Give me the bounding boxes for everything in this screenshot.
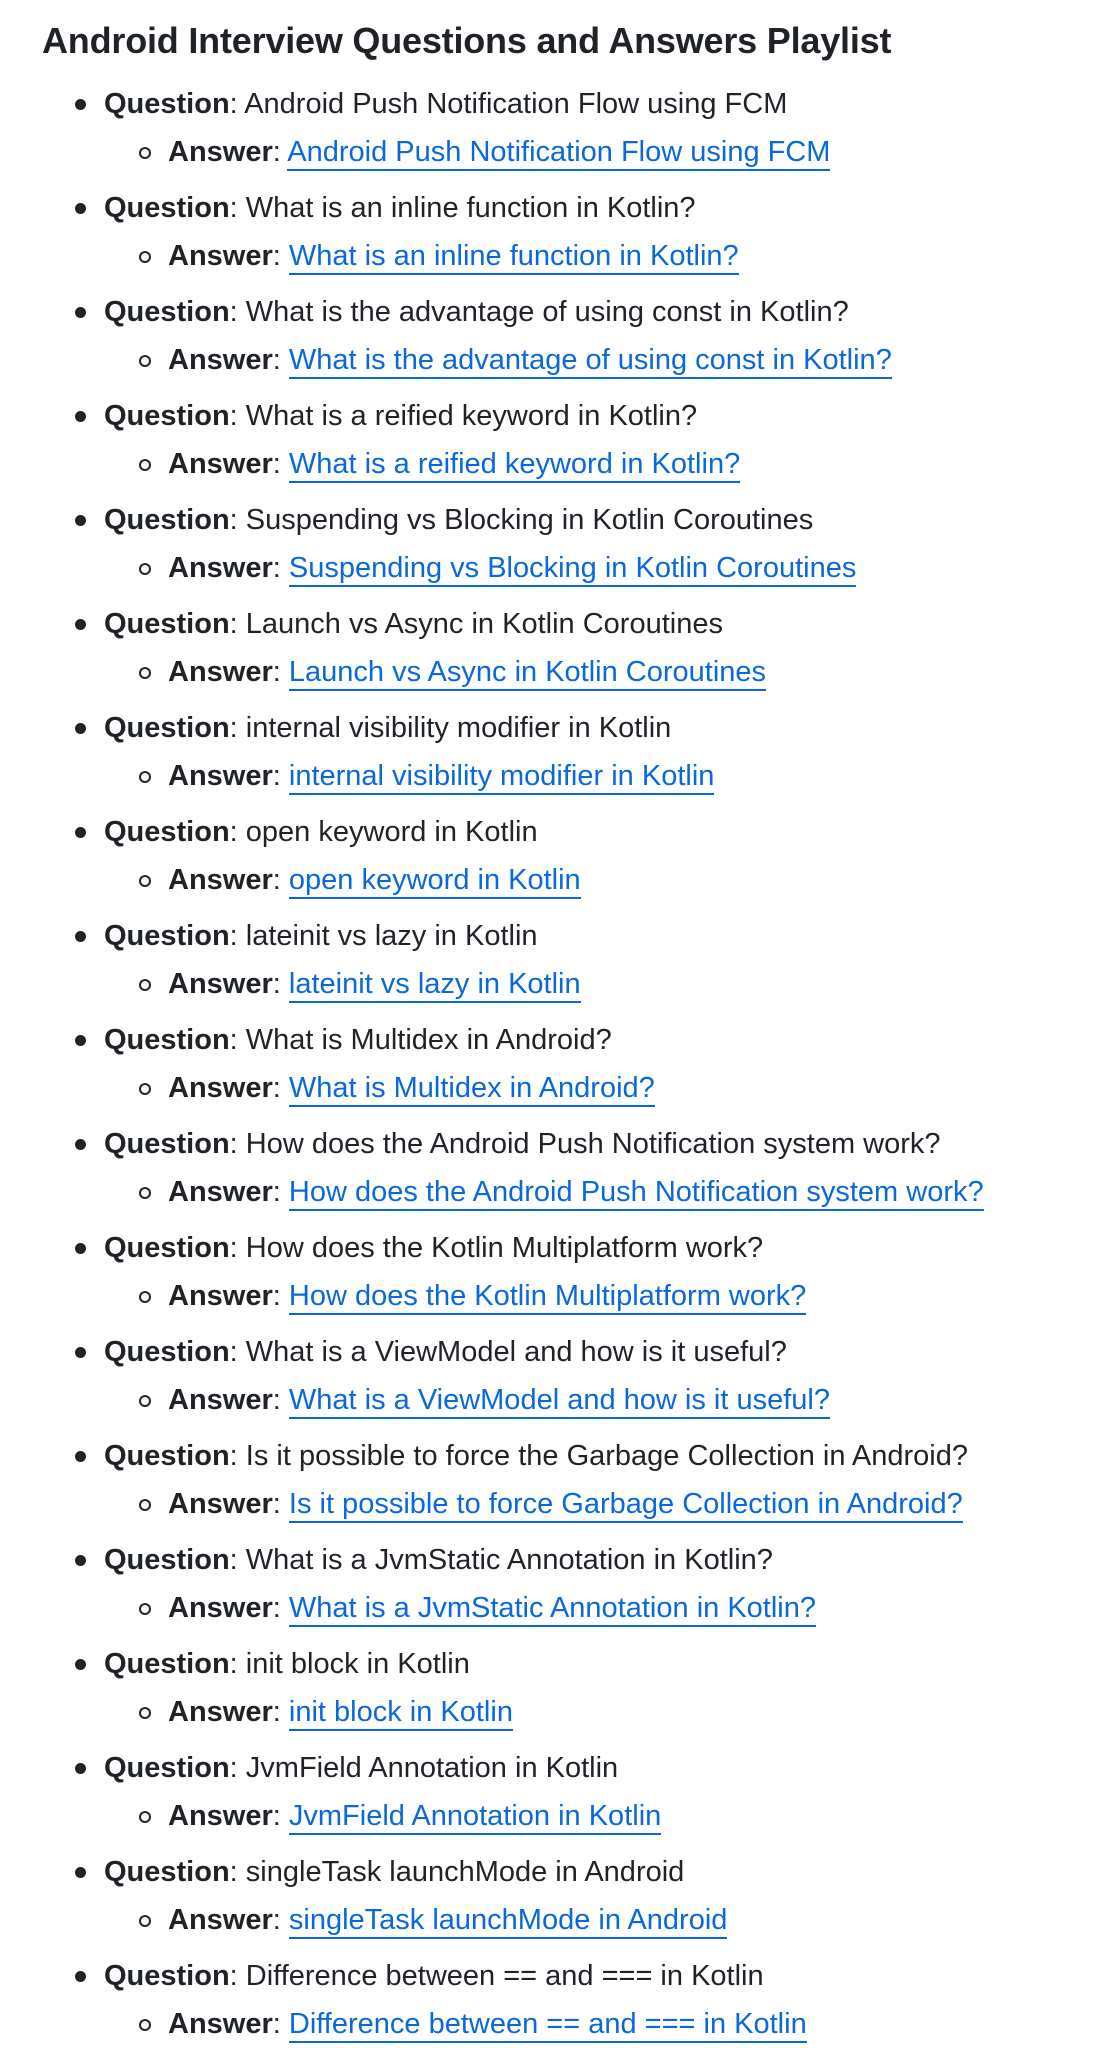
bullet-circle-icon: [139, 1499, 151, 1511]
list-item: [42, 1328, 1114, 1424]
label-separator: :: [272, 1800, 289, 1832]
label-separator: :: [272, 864, 289, 896]
question-label: Question: [104, 1752, 230, 1784]
question-text: What is an inline function in Kotlin?: [245, 192, 696, 224]
label-separator: :: [272, 2008, 289, 2040]
answer-row: [42, 856, 1114, 904]
label-separator: :: [229, 504, 246, 536]
bullet-circle-icon: [139, 1187, 151, 1199]
bullet-disc-icon: [75, 1243, 86, 1254]
answer-link[interactable]: Launch vs Async in Kotlin Coroutines: [289, 656, 766, 691]
question-row: [42, 1016, 1114, 1064]
answer-row: [42, 1584, 1114, 1632]
question-text: singleTask launchMode in Android: [245, 1856, 685, 1888]
question-text: How does the Android Push Notification system work?: [245, 1128, 941, 1160]
question-text: Suspending vs Blocking in Kotlin Coroutines: [245, 504, 814, 536]
bullet-disc-icon: [75, 1763, 86, 1774]
answer-link[interactable]: Is it possible to force Garbage Collection in Android?: [289, 1488, 963, 1523]
bullet-disc-icon: [75, 1451, 86, 1462]
label-separator: :: [229, 1232, 246, 1264]
question-row: [42, 288, 1114, 336]
question-label: Question: [104, 1336, 230, 1368]
list-item: [42, 1536, 1114, 1632]
answer-link[interactable]: JvmField Annotation in Kotlin: [289, 1800, 661, 1835]
bullet-disc-icon: [75, 307, 86, 318]
page-title: Android Interview Questions and Answers Playlist: [42, 20, 892, 61]
question-label: Question: [104, 712, 230, 744]
question-text: Android Push Notification Flow using FCM: [244, 88, 788, 120]
question-text: Is it possible to force the Garbage Collection in Android?: [245, 1440, 968, 1472]
question-label: Question: [104, 608, 230, 640]
label-separator: :: [229, 88, 245, 120]
answer-label: Answer: [168, 552, 273, 584]
question-row: [42, 496, 1114, 544]
bullet-disc-icon: [75, 515, 86, 526]
answer-row: [42, 648, 1114, 696]
bullet-circle-icon: [139, 875, 151, 887]
question-row: [42, 392, 1114, 440]
label-separator: :: [229, 1648, 246, 1680]
answer-label: Answer: [168, 240, 273, 272]
answer-link[interactable]: What is a ViewModel and how is it useful?: [289, 1384, 830, 1419]
bullet-circle-icon: [139, 771, 151, 783]
label-separator: :: [272, 760, 289, 792]
answer-label: Answer: [168, 864, 273, 896]
label-separator: :: [229, 1544, 246, 1576]
question-row: [42, 808, 1114, 856]
bullet-circle-icon: [139, 979, 151, 991]
bullet-circle-icon: [139, 667, 151, 679]
answer-label: Answer: [168, 1280, 273, 1312]
list-item: [42, 80, 1114, 176]
question-row: [42, 1952, 1114, 2000]
bullet-circle-icon: [139, 355, 151, 367]
answer-label: Answer: [168, 1488, 273, 1520]
question-row: [42, 704, 1114, 752]
list-item: [42, 1848, 1114, 1944]
answer-label: Answer: [168, 136, 273, 168]
bullet-disc-icon: [75, 1867, 86, 1878]
label-separator: :: [229, 712, 246, 744]
bullet-disc-icon: [75, 1971, 86, 1982]
list-item: [42, 1744, 1114, 1840]
answer-label: Answer: [168, 1696, 273, 1728]
label-separator: :: [229, 1128, 246, 1160]
bullet-disc-icon: [75, 203, 86, 214]
label-separator: :: [272, 1904, 289, 1936]
question-label: Question: [104, 1544, 230, 1576]
bullet-circle-icon: [139, 147, 151, 159]
list-item: [42, 1016, 1114, 1112]
answer-row: [42, 1272, 1114, 1320]
qa-list: [42, 80, 1114, 2048]
question-text: What is a JvmStatic Annotation in Kotlin?: [245, 1544, 773, 1576]
question-text: How does the Kotlin Multiplatform work?: [245, 1232, 764, 1264]
question-row: [42, 1120, 1114, 1168]
bullet-circle-icon: [139, 459, 151, 471]
label-separator: :: [229, 1856, 246, 1888]
list-item: [42, 1640, 1114, 1736]
question-row: [42, 1536, 1114, 1584]
question-label: Question: [104, 1648, 230, 1680]
answer-link[interactable]: open keyword in Kotlin: [289, 864, 581, 899]
answer-label: Answer: [168, 1800, 273, 1832]
question-row: [42, 80, 1114, 128]
question-text: lateinit vs lazy in Kotlin: [245, 920, 538, 952]
label-separator: :: [272, 1592, 289, 1624]
answer-link[interactable]: What is a reified keyword in Kotlin?: [289, 448, 740, 483]
answer-row: [42, 2000, 1114, 2048]
answer-link[interactable]: What is Multidex in Android?: [289, 1072, 655, 1107]
label-separator: :: [229, 608, 246, 640]
label-separator: :: [229, 1024, 246, 1056]
answer-label: Answer: [168, 1904, 273, 1936]
answer-row: [42, 1792, 1114, 1840]
list-item: [42, 1432, 1114, 1528]
answer-link[interactable]: Suspending vs Blocking in Kotlin Coroutines: [289, 552, 856, 587]
answer-link[interactable]: singleTask launchMode in Android: [289, 1904, 728, 1939]
question-label: Question: [104, 816, 230, 848]
label-separator: :: [272, 1280, 289, 1312]
label-separator: :: [229, 192, 246, 224]
question-label: Question: [104, 192, 230, 224]
answer-row: [42, 336, 1114, 384]
bullet-circle-icon: [139, 563, 151, 575]
answer-row: [42, 1064, 1114, 1112]
label-separator: :: [272, 344, 289, 376]
answer-label: Answer: [168, 968, 273, 1000]
answer-row: [42, 1688, 1114, 1736]
answer-link[interactable]: What is a JvmStatic Annotation in Kotlin?: [289, 1592, 816, 1627]
answer-link[interactable]: lateinit vs lazy in Kotlin: [289, 968, 581, 1003]
question-row: [42, 1328, 1114, 1376]
bullet-disc-icon: [75, 1659, 86, 1670]
answer-row: [42, 232, 1114, 280]
question-label: Question: [104, 504, 230, 536]
bullet-circle-icon: [139, 1083, 151, 1095]
answer-link[interactable]: Difference between == and === in Kotlin: [289, 2008, 807, 2043]
list-item: [42, 808, 1114, 904]
list-item: [42, 912, 1114, 1008]
answer-row: [42, 1168, 1114, 1216]
answer-link[interactable]: Android Push Notification Flow using FCM: [287, 136, 830, 171]
label-separator: :: [272, 1176, 289, 1208]
question-label: Question: [104, 88, 230, 120]
answer-link[interactable]: How does the Kotlin Multiplatform work?: [289, 1280, 806, 1315]
bullet-disc-icon: [75, 411, 86, 422]
label-separator: :: [272, 968, 289, 1000]
answer-link[interactable]: internal visibility modifier in Kotlin: [289, 760, 715, 795]
question-text: Launch vs Async in Kotlin Coroutines: [245, 608, 723, 640]
list-item: [42, 1120, 1114, 1216]
question-label: Question: [104, 1024, 230, 1056]
label-separator: :: [229, 400, 246, 432]
question-label: Question: [104, 400, 230, 432]
label-separator: :: [272, 448, 289, 480]
answer-row: [42, 1896, 1114, 1944]
label-separator: :: [272, 1488, 289, 1520]
bullet-disc-icon: [75, 1035, 86, 1046]
question-row: [42, 1640, 1114, 1688]
bullet-circle-icon: [139, 1603, 151, 1615]
label-separator: :: [272, 552, 289, 584]
label-separator: :: [229, 920, 246, 952]
label-separator: :: [229, 296, 246, 328]
bullet-circle-icon: [139, 251, 151, 263]
answer-link[interactable]: What is an inline function in Kotlin?: [289, 240, 739, 275]
list-item: [42, 1952, 1114, 2048]
question-row: [42, 912, 1114, 960]
bullet-circle-icon: [139, 1811, 151, 1823]
answer-row: [42, 1480, 1114, 1528]
question-label: Question: [104, 1856, 230, 1888]
bullet-disc-icon: [75, 1555, 86, 1566]
list-item: [42, 704, 1114, 800]
question-text: What is a ViewModel and how is it useful?: [245, 1336, 787, 1368]
answer-link[interactable]: How does the Android Push Notification system work?: [289, 1176, 984, 1211]
question-label: Question: [104, 296, 230, 328]
answer-link[interactable]: init block in Kotlin: [289, 1696, 513, 1731]
label-separator: :: [229, 816, 246, 848]
list-item: [42, 600, 1114, 696]
answer-row: [42, 752, 1114, 800]
label-separator: :: [272, 1384, 289, 1416]
bullet-disc-icon: [75, 99, 86, 110]
answer-label: Answer: [168, 344, 273, 376]
question-text: What is the advantage of using const in Kotlin?: [245, 296, 849, 328]
bullet-disc-icon: [75, 1139, 86, 1150]
question-text: internal visibility modifier in Kotlin: [245, 712, 672, 744]
bullet-disc-icon: [75, 931, 86, 942]
answer-label: Answer: [168, 1592, 273, 1624]
list-item: [42, 496, 1114, 592]
question-row: [42, 1744, 1114, 1792]
question-row: [42, 1432, 1114, 1480]
list-item: [42, 1224, 1114, 1320]
answer-label: Answer: [168, 448, 273, 480]
answer-label: Answer: [168, 1384, 273, 1416]
question-row: [42, 1224, 1114, 1272]
question-label: Question: [104, 1128, 230, 1160]
label-separator: :: [272, 136, 288, 168]
question-row: [42, 600, 1114, 648]
bullet-circle-icon: [139, 1395, 151, 1407]
answer-label: Answer: [168, 2008, 273, 2040]
question-text: init block in Kotlin: [245, 1648, 470, 1680]
answer-row: [42, 1376, 1114, 1424]
label-separator: :: [272, 240, 289, 272]
answer-row: [42, 128, 1114, 176]
answer-row: [42, 440, 1114, 488]
bullet-disc-icon: [75, 827, 86, 838]
question-text: Difference between == and === in Kotlin: [245, 1960, 764, 1992]
bullet-circle-icon: [139, 1707, 151, 1719]
list-item: [42, 288, 1114, 384]
question-label: Question: [104, 1440, 230, 1472]
answer-row: [42, 544, 1114, 592]
bullet-circle-icon: [139, 1291, 151, 1303]
label-separator: :: [229, 1336, 246, 1368]
list-item: [42, 392, 1114, 488]
label-separator: :: [272, 1696, 289, 1728]
answer-label: Answer: [168, 1072, 273, 1104]
question-label: Question: [104, 920, 230, 952]
label-separator: :: [272, 1072, 289, 1104]
label-separator: :: [229, 1752, 246, 1784]
bullet-disc-icon: [75, 619, 86, 630]
question-label: Question: [104, 1232, 230, 1264]
question-text: JvmField Annotation in Kotlin: [245, 1752, 619, 1784]
question-text: What is a reified keyword in Kotlin?: [245, 400, 698, 432]
question-label: Question: [104, 1960, 230, 1992]
bullet-disc-icon: [75, 723, 86, 734]
question-row: [42, 184, 1114, 232]
answer-label: Answer: [168, 760, 273, 792]
label-separator: :: [272, 656, 289, 688]
bullet-circle-icon: [139, 2019, 151, 2031]
list-item: [42, 184, 1114, 280]
label-separator: :: [229, 1960, 246, 1992]
question-text: open keyword in Kotlin: [245, 816, 538, 848]
answer-row: [42, 960, 1114, 1008]
question-text: What is Multidex in Android?: [245, 1024, 612, 1056]
bullet-disc-icon: [75, 1347, 86, 1358]
answer-link[interactable]: What is the advantage of using const in Kotlin?: [289, 344, 892, 379]
bullet-circle-icon: [139, 1915, 151, 1927]
answer-label: Answer: [168, 1176, 273, 1208]
answer-label: Answer: [168, 656, 273, 688]
label-separator: :: [229, 1440, 246, 1472]
question-row: [42, 1848, 1114, 1896]
